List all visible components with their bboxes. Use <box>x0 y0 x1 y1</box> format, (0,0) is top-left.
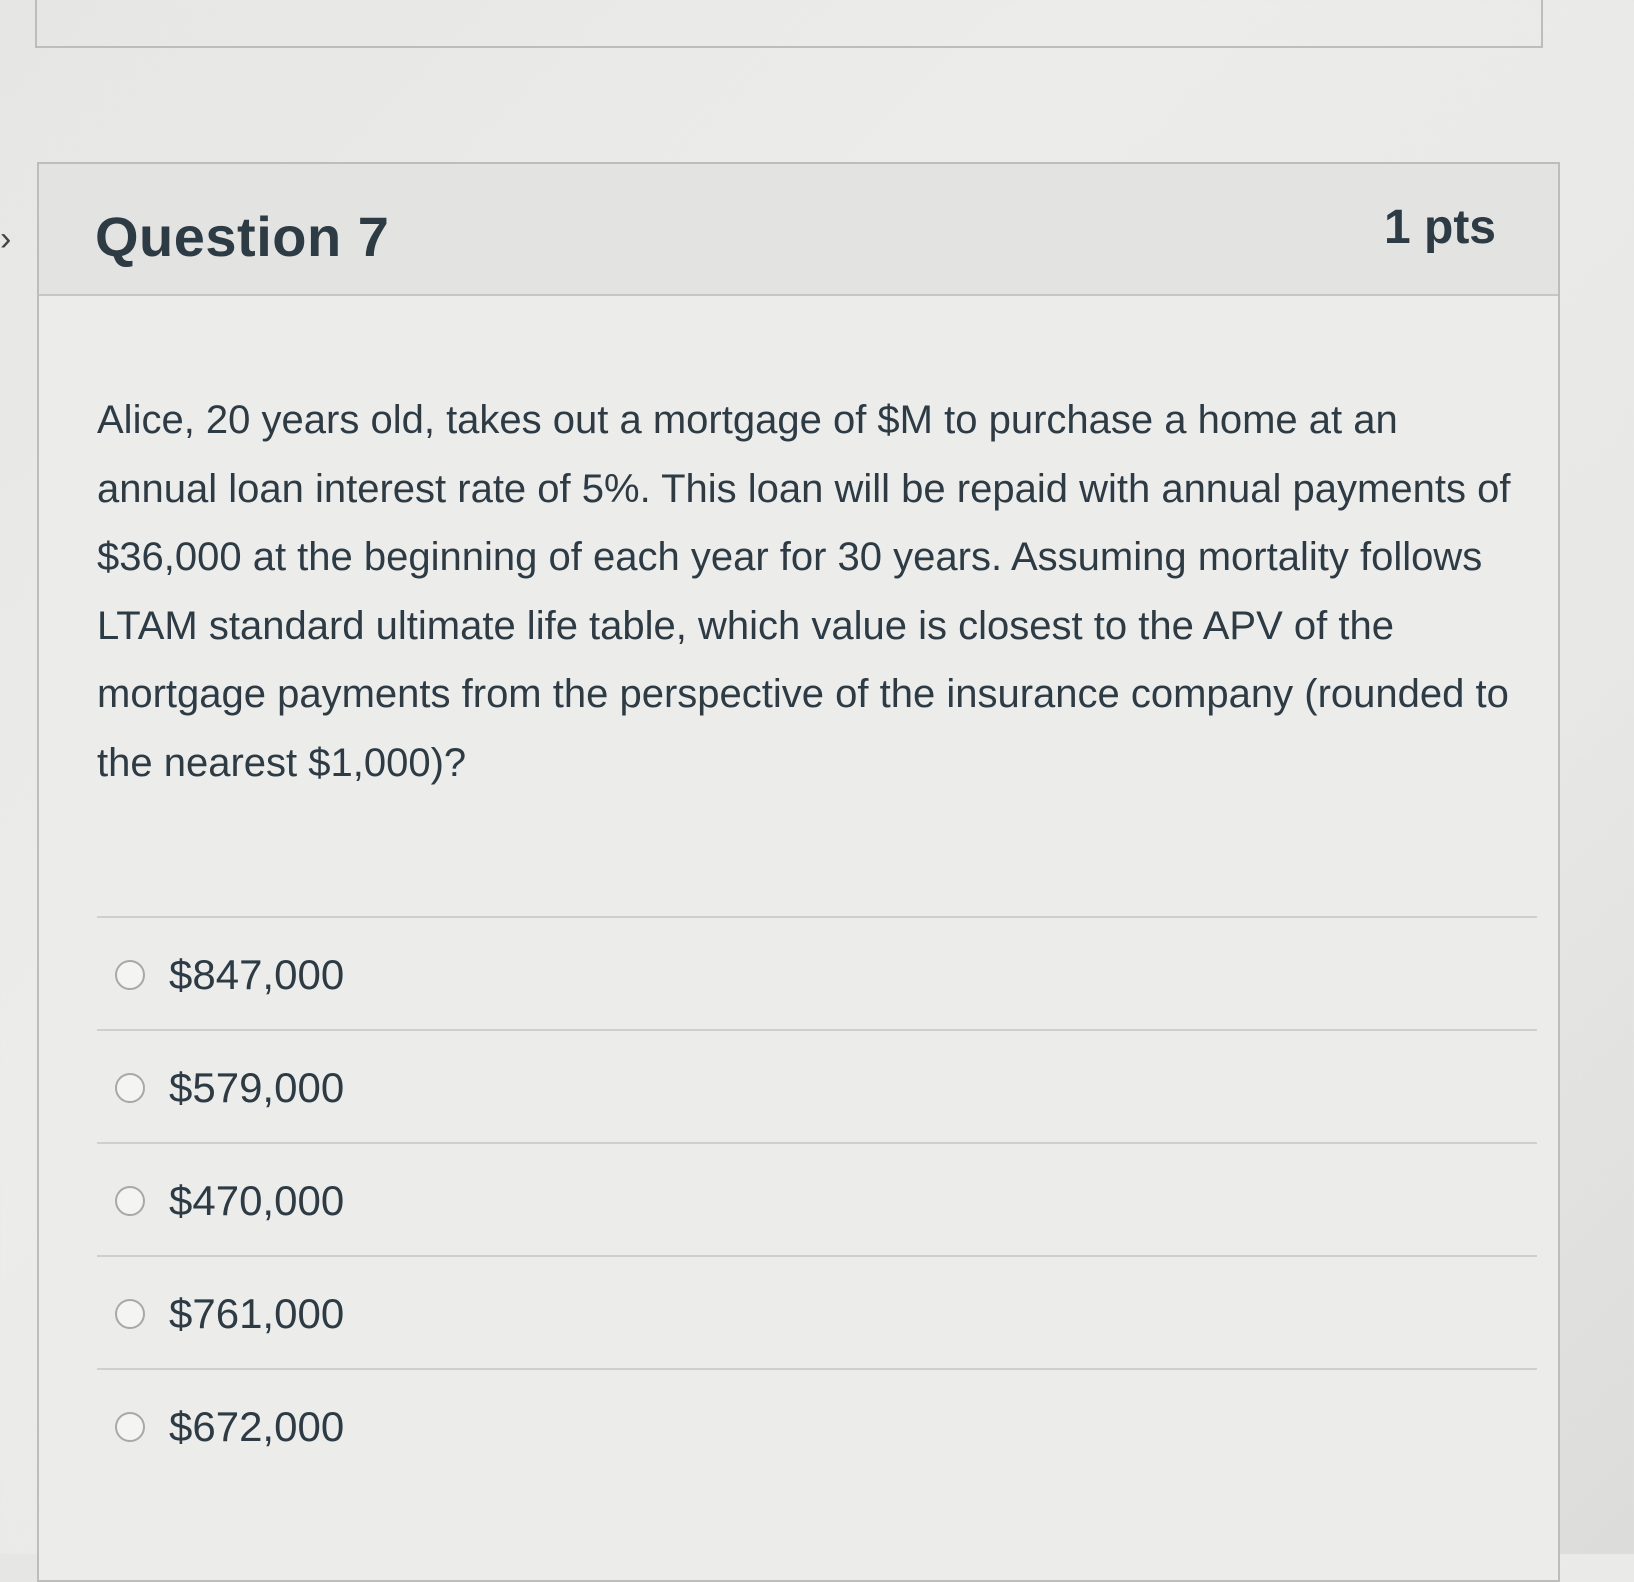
answer-label[interactable]: $579,000 <box>169 1064 345 1111</box>
answer-label[interactable]: $761,000 <box>169 1290 345 1337</box>
answer-label[interactable]: $847,000 <box>169 951 345 998</box>
answer-option[interactable] <box>97 1029 1537 1142</box>
radio-button[interactable] <box>115 1412 145 1442</box>
question-header <box>39 164 1558 296</box>
radio-button[interactable] <box>115 960 145 990</box>
question-title: Question 7 <box>95 205 390 268</box>
radio-button[interactable] <box>115 1299 145 1329</box>
question-points: 1 pts <box>1383 201 1496 254</box>
answer-label[interactable]: $470,000 <box>169 1177 345 1224</box>
answer-option[interactable] <box>97 1255 1537 1368</box>
radio-button[interactable] <box>115 1073 145 1103</box>
answer-option[interactable] <box>97 1368 1537 1481</box>
radio-button[interactable] <box>115 1186 145 1216</box>
answer-option[interactable] <box>97 1142 1537 1255</box>
answer-list <box>97 916 1537 1481</box>
question-card <box>37 162 1560 1582</box>
question-text: Alice, 20 years old, takes out a mortgage of $M to purchase a home at an annual loan interest rate of 5%. This loan will be repaid with annual payments of $36,000 at the beginning of each year for 30 years. Assuming mortality follows LTAM standard ultimate life table, which value is closest to the APV of the mortgage payments from the perspective of the insurance company (rounded to the nearest $1,000)? <box>97 398 1511 785</box>
answer-label[interactable]: $672,000 <box>169 1403 345 1450</box>
chevron-right-icon[interactable]: › <box>0 220 12 258</box>
previous-question-card <box>35 0 1543 48</box>
answer-option[interactable] <box>97 916 1537 1029</box>
